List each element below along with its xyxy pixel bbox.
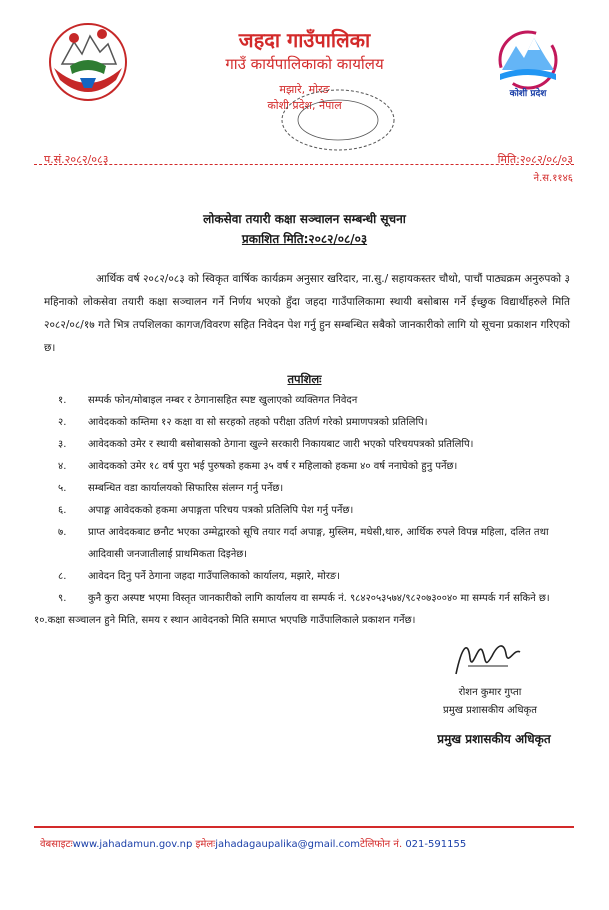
list-item: ५. सम्बन्धित वडा कार्यालयको सिफारिस संलग्न गर्नु पर्नेछ। (58, 483, 284, 494)
email-link[interactable]: jahadagaupalika@gmail.com (215, 839, 360, 850)
list-item: २. आवेदकको कम्तिमा १२ कक्षा वा सो सरहको तहको परीक्षा उतिर्ण गरेको प्रमाणपत्रको प्रतिलिपि। (58, 417, 428, 428)
office-subtitle: गाउँ कार्यपालिकाको कार्यालय (225, 55, 384, 73)
dispatch-number: ने.स.११४६ (533, 173, 573, 184)
header-divider (34, 164, 574, 165)
details-heading: तपशिलः (287, 372, 322, 386)
list-item: ३. आवेदकको उमेर र स्थायी बसोबासको ठेगाना खुल्ने सरकारी निकायबाट जारी भएको परिचयपत्रको प्रतिलिपि। (58, 439, 474, 450)
list-item: ६. अपाङ्ग आवेदकको हकमा अपाङ्गता परिचय पत्रको प्रतिलिपि पेश गर्नु पर्नेछ। (58, 505, 354, 516)
koshi-pradesh-logo-icon (488, 24, 568, 110)
website-label: वेबसाइटः (40, 839, 73, 850)
notice-body: आर्थिक वर्ष २०८२/०८३ को स्विकृत वार्षिक कार्यक्रम अनुसार खरिदार, ना.सु./ सहायकस्तर चौथो, पाचौं पाठ्यक्रम अनुरुपको ३ महिनाको लोकसेवा तयारी कक्षा सञ्चालन गर्ने निर्णय भएको हुँदा जहदा गाउँपालिकामा स्थायी बसोबास गर्ने ईच्छुक विद्यार्थीहरुले मिति २०८२/०८/१७ गते भित्र तपशिलका कागज/विवरण सहित निवेदन पेश गर्नु हुन सम्बन्धित सबैको जानकारीको लागि यो सूचना प्रकाशन गरिएको छ। (44, 273, 570, 354)
list-item: ७. प्राप्त आवेदकबाट छनौट भएका उम्मेद्वारको सूचि तयार गर्दा अपाङ्ग, मुस्लिम, मधेसी,थारु, आर्थिक रुपले विपन्न महिला, दलित तथा आदिवासी जनजातीलाई प्राथमिकता दिइनेछ। (58, 527, 549, 560)
phone-number: 021-591155 (405, 839, 467, 850)
handwritten-signature (448, 636, 528, 682)
koshi-logo-text: कोशी प्रदेश (509, 89, 547, 99)
list-item: ९. कुनै कुरा अस्पष्ट भएमा विस्तृत जानकारीको लागि कार्यालय वा सम्पर्क नं. ९८४२०५३५७४/९८२०७३००४० मा सम्पर्क गर्न सकिने छ। (58, 593, 550, 604)
footer-divider (34, 826, 574, 828)
requirements-list (34, 390, 558, 632)
office-stamp (278, 88, 398, 152)
signatory-name: रोशन कुमार गुप्ता (458, 687, 522, 698)
list-item: ८. आवेदन दिनु पर्ने ठेगाना जहदा गाउँपालिकाको कार्यालय, मझारे, मोरङ। (58, 571, 341, 582)
letter-date: मिति:२०८२/०८/०३ (497, 153, 573, 166)
list-item-last: १०.कक्षा सञ्चालन हुने मिति, समय र स्थान आवेदनको मिति समाप्त भएपछि गाउँपालिकाले प्रकाशन गर्नेछ। (34, 615, 416, 626)
published-date: प्रकाशित मिति:२०८२/०८/०३ (241, 232, 368, 246)
list-item: १. सम्पर्क फोन/मोबाइल नम्बर र ठेगानासहित स्पष्ट खुलाएको व्यक्तिगत निवेदन (58, 395, 358, 406)
municipality-title: जहदा गाउँपालिका (238, 28, 371, 52)
phone-label: टेलिफोन नं. (359, 839, 403, 850)
list-item: ४. आवेदकको उमेर १८ वर्ष पुरा भई पुरुषको हकमा ३५ वर्ष र महिलाको हकमा ४० वर्ष ननाघेको हुनु पर्नेछ। (58, 461, 458, 472)
notice-subject: लोकसेवा तयारी कक्षा सञ्चालन सम्बन्धी सूचना (203, 212, 406, 226)
footer-contact (40, 836, 580, 850)
address-line-2: कोशी प्रदेश, नेपाल (267, 99, 342, 112)
signatory-title-stamp: प्रमुख प्रशासकीय अधिकृत (437, 732, 551, 746)
letter-reference-number: प.सं.२०८२/०८३ (44, 153, 109, 166)
email-label: इमेलः (195, 839, 216, 850)
address-line-1: मझारे, मोरङ (279, 83, 330, 96)
signatory-title: प्रमुख प्रशासकीय अधिकृत (443, 705, 537, 716)
website-link[interactable]: www.jahadamun.gov.np (72, 839, 193, 850)
